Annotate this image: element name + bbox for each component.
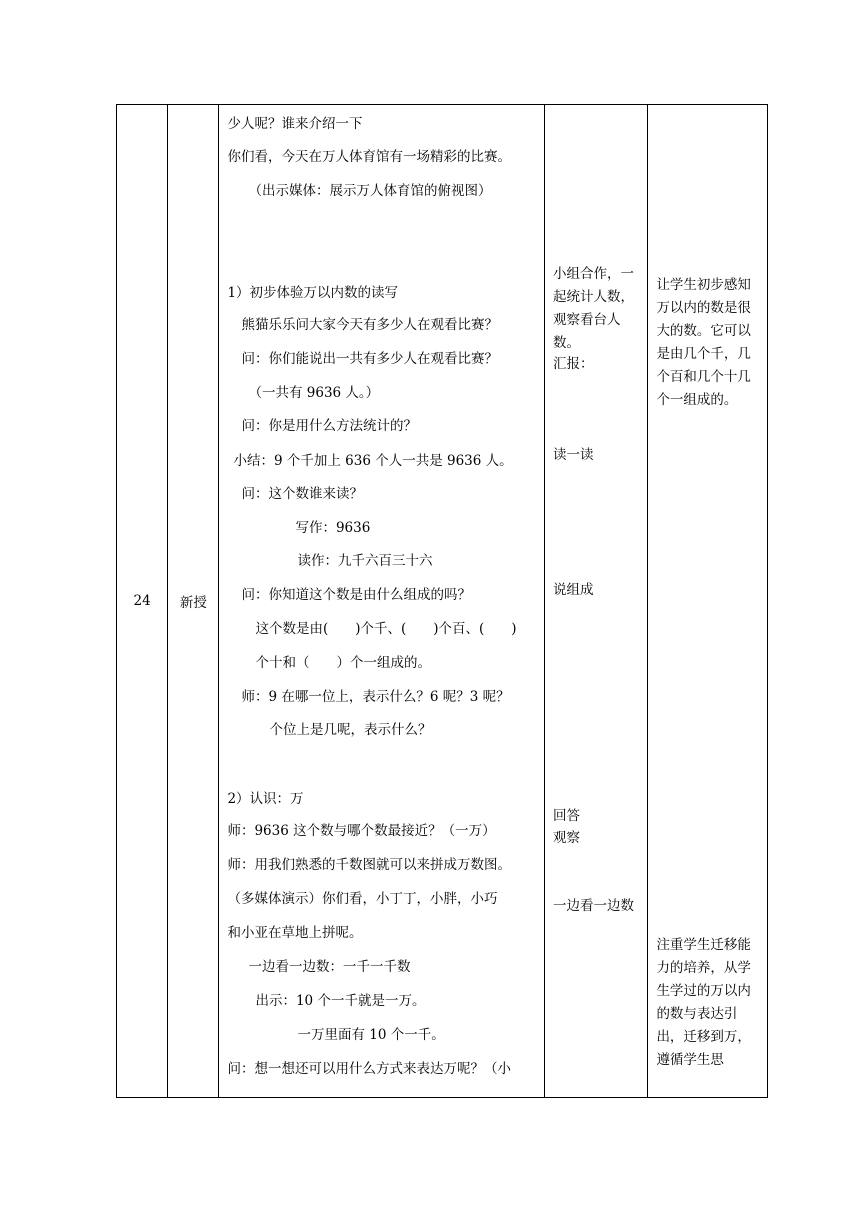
content-line: 你们看，今天在万人体育馆有一场精彩的比赛。 — [227, 149, 511, 165]
content-line: （多媒体演示）你们看，小丁丁，小胖，小巧 — [227, 891, 498, 907]
read-note: 读一读 — [552, 447, 594, 463]
answer-note: 回答 — [552, 808, 580, 824]
content-line: 问：你们能说出一共有多少人在观看比赛？ — [241, 351, 498, 367]
content-line: 师：用我们熟悉的千数图就可以来拼成万数图。 — [227, 857, 511, 873]
content-line: 少人呢？谁来介绍一下 — [227, 116, 363, 132]
row-number-cell — [117, 105, 168, 1098]
content-line: 一万里面有 10 个一千。 — [297, 1027, 445, 1043]
content-line: （出示媒体：展示万人体育馆的俯视图） — [248, 183, 492, 199]
teaching-content-cell — [219, 105, 545, 1098]
content-line: 读作：九千六百三十六 — [297, 553, 433, 569]
group-work-note: 小组合作，一起统计人数，观察看台人数。 — [552, 266, 634, 351]
observe-note: 观察 — [552, 830, 580, 846]
lesson-plan-table — [116, 104, 768, 1098]
content-line: 问：这个数谁来读？ — [241, 486, 363, 502]
content-line: 出示：10 个一千就是一万。 — [255, 993, 426, 1009]
content-line: 问：你知道这个数是由什么组成的吗？ — [241, 587, 471, 603]
content-line: 1）初步体验万以内数的读写 — [227, 285, 399, 301]
content-line: 小结：9 个千加上 636 个人一共是 9636 人。 — [233, 453, 513, 469]
section-label: 新授 — [179, 595, 207, 611]
content-line: 一边看一边数：一千一千数 — [248, 959, 411, 975]
report-note: 汇报： — [552, 356, 594, 372]
content-line: 2）认识：万 — [227, 791, 304, 807]
design-intent-cell — [648, 105, 768, 1098]
content-line: 问：你是用什么方法统计的？ — [241, 418, 417, 434]
compose-note: 说组成 — [552, 582, 594, 598]
count-note: 一边看一边数 — [552, 898, 634, 914]
content-line: 这个数是由( )个千、( )个百、( ) — [255, 621, 517, 637]
content-line: 个十和（ ）个一组成的。 — [255, 655, 431, 671]
row-number: 24 — [133, 593, 151, 609]
content-line: 写作：9636 — [295, 520, 371, 536]
design-intent-second: 注重学生迁移能力的培养，从学生学过的万以内的数与表达引出，迁移到万，遵循学生思 — [656, 937, 751, 1068]
content-line: （一共有 9636 人。） — [248, 385, 380, 401]
content-line: 师：9 在哪一位上，表示什么？6 呢？3 呢？ — [241, 689, 510, 705]
content-line: 个位上是几呢，表示什么？ — [269, 722, 432, 738]
section-cell — [168, 105, 219, 1098]
content-line: 问：想一想还可以用什么方式来表达万呢？（小 — [227, 1061, 511, 1077]
student-activity-cell — [544, 105, 647, 1098]
design-intent-first: 让学生初步感知万以内的数是很大的数。它可以是由几个千，几个百和几个十几个一组成的。 — [656, 277, 751, 408]
content-line: 师：9636 这个数与哪个数最接近？（一万） — [227, 823, 496, 839]
content-line: 熊猫乐乐问大家今天有多少人在观看比赛？ — [241, 317, 498, 333]
content-line: 和小亚在草地上拼呢。 — [227, 925, 363, 941]
